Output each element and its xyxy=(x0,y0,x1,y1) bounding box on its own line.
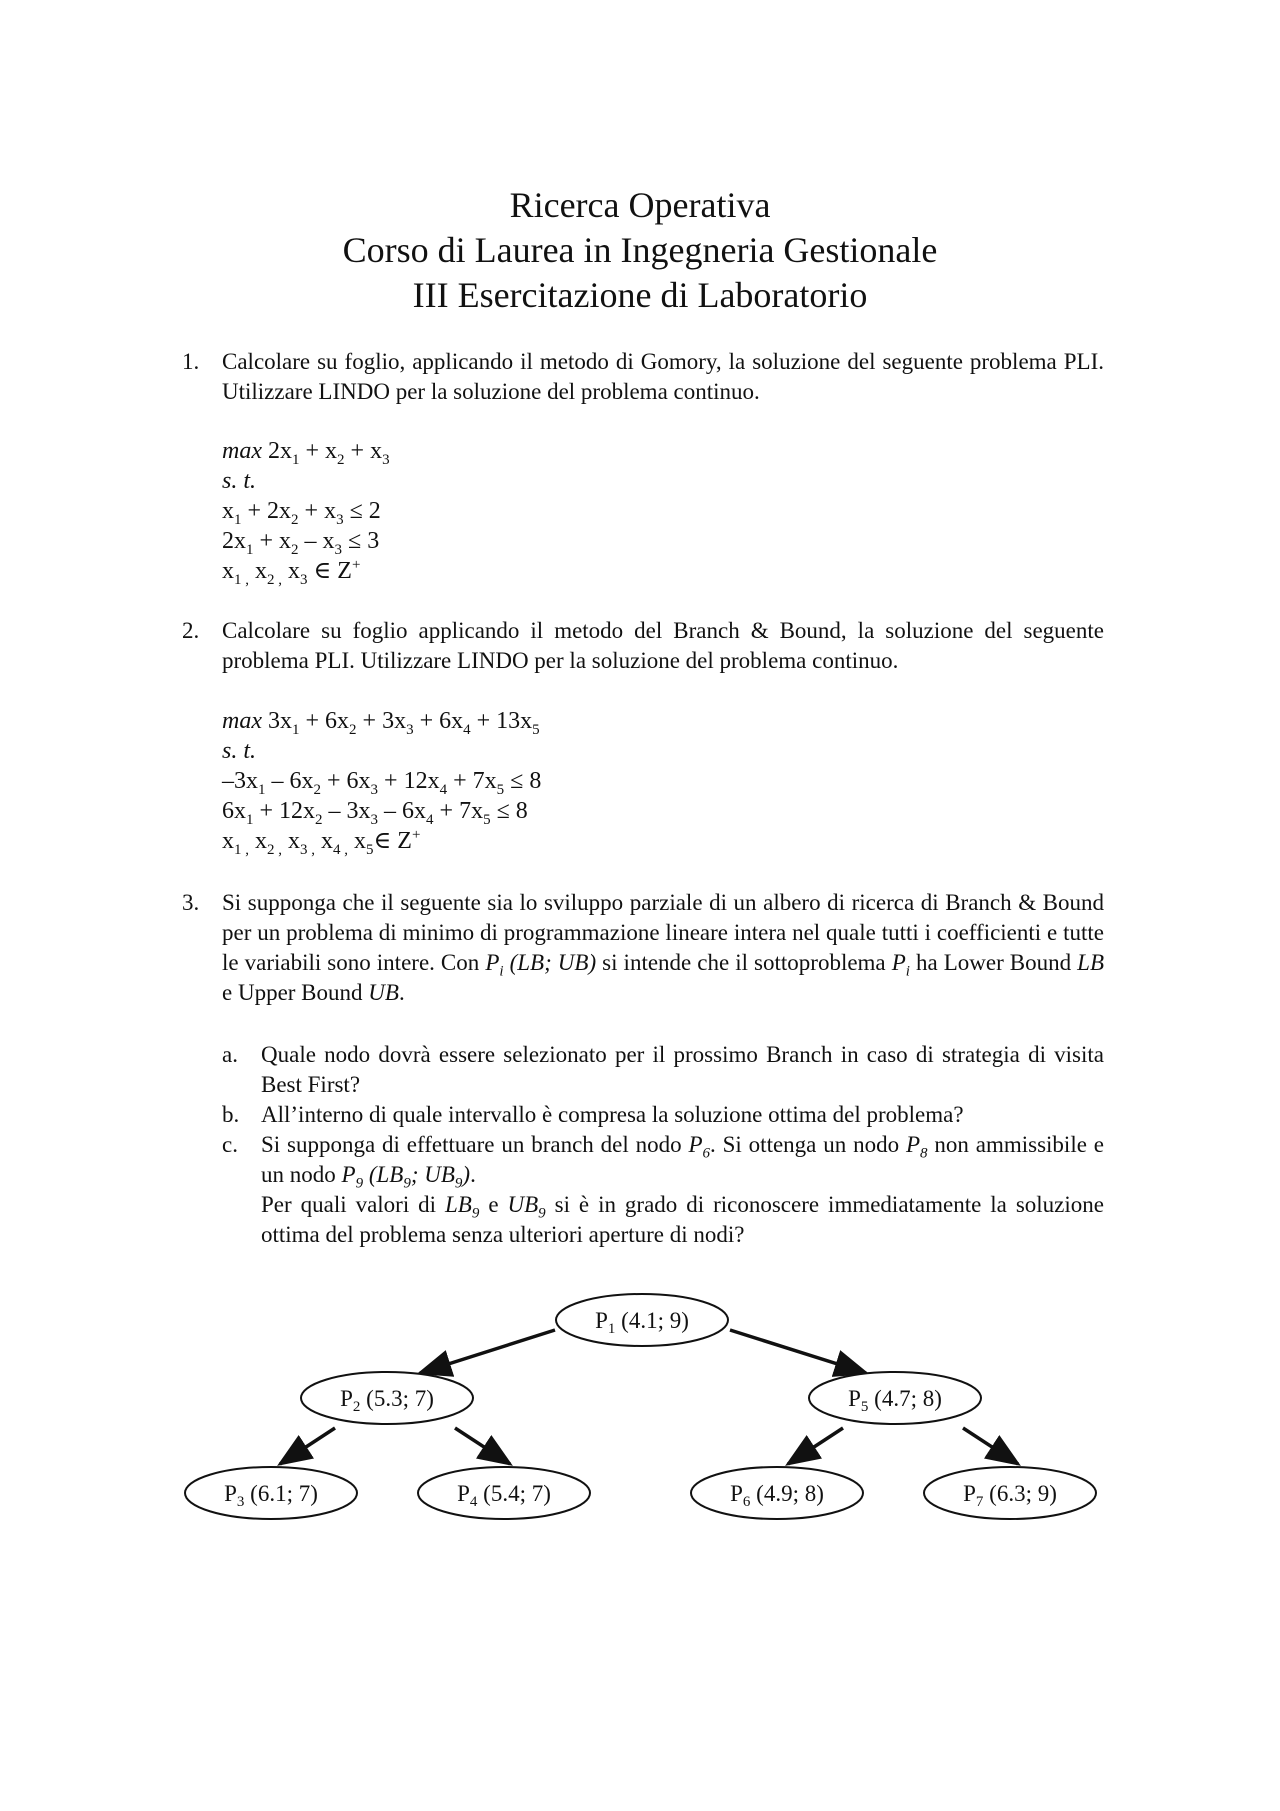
exercise-1-objective: $\max 2x_1 + x_2 + x_3$ xyxy=(222,438,390,468)
tree-node-p3 xyxy=(185,1467,357,1519)
question-a-text: Quale nodo dovrà essere selezionato per il prossimo Branch in caso di strategia di visita Best First? xyxy=(261,1042,1104,1097)
edge-p2-p3 xyxy=(280,1428,335,1464)
degree-title: Corso di Laurea in Ingegneria Gestionale xyxy=(342,230,938,270)
question-b-label: b. xyxy=(222,1102,240,1127)
edge-p5-p6 xyxy=(788,1428,843,1464)
svg-text:P3 (6.1; 7): $P_3$ (6.1; 7) xyxy=(224,1481,318,1510)
exercise-1-constraint-2: $2x_1 + x_2 - x_3 \le 3$ xyxy=(222,528,380,558)
exercise-2-constraint-2: $6x_1 + 12x_2 - 3x_3 - 6x_4 + 7x_5 \le 8$ xyxy=(222,798,528,828)
svg-text:P6 (4.9; 8): $P_6$ (4.9; 8) xyxy=(730,1481,824,1510)
exercise-1-st: s. t. xyxy=(222,468,257,494)
exercise-2-constraint-1: $-3x_1 - 6x_2 + 6x_3 + 12x_4 + 7x_5 \le 8$ xyxy=(222,768,542,798)
question-a-label: a. xyxy=(222,1042,238,1067)
exercise-1-constraint-1: $x_1 + 2x_2 + x_3 \le 2$ xyxy=(222,498,381,528)
lab-title: III Esercitazione di Laboratorio xyxy=(412,275,868,315)
exercise-3-number: 3. xyxy=(182,890,200,915)
exercise-2-st: s. t. xyxy=(222,738,257,764)
question-c-followup: Per quali valori di $LB_9$ e $UB_9$ si è in grado di riconoscere immediatamente la soluzione ottima del problema senza ulteriori aperture di nodi? xyxy=(261,1192,1104,1247)
tree-node-p5 xyxy=(809,1372,981,1424)
tree-node-p7 xyxy=(924,1467,1096,1519)
exercise-2-number: 2. xyxy=(182,618,200,643)
exercise-1-integrality: $x_{1 ,}$ $x_{2 ,}$ $x_3$ ∈ Z+ xyxy=(222,557,361,588)
branch-bound-tree xyxy=(0,1280,1280,1540)
exercise-3-text: Si supponga che il seguente sia lo sviluppo parziale di un albero di ricerca di Branch & Bound per un problema di minimo di programmazione lineare intera nel quale tutti i coefficienti e tutte le variabili sono intere. Con $P_i$ (LB; UB) si intende che il sottoproblema $P_i$ ha Lower Bound LB e Upper Bound UB. xyxy=(222,890,1104,1005)
exercise-1-number: 1. xyxy=(182,349,200,374)
document-title xyxy=(0,183,1280,318)
svg-text:P2 (5.3; 7): $P_2$ (5.3; 7) xyxy=(340,1386,434,1415)
svg-text:P7 (6.3; 9): $P_7$ (6.3; 9) xyxy=(963,1481,1057,1510)
question-b-text: All’interno di quale intervallo è compresa la soluzione ottima del problema? xyxy=(261,1102,964,1127)
exercise-1-text: Calcolare su foglio, applicando il metodo di Gomory, la soluzione del seguente problema PLI. Utilizzare LINDO per la soluzione del problema continuo. xyxy=(222,349,1104,404)
tree-node-p1 xyxy=(556,1294,728,1346)
tree-node-p6 xyxy=(691,1467,863,1519)
question-c-label: c. xyxy=(222,1132,238,1157)
exercise-2-text: Calcolare su foglio applicando il metodo del Branch & Bound, la soluzione del seguente problema PLI. Utilizzare LINDO per la soluzione del problema continuo. xyxy=(222,618,1104,673)
svg-text:P1 (4.1; 9): $P_1$ (4.1; 9) xyxy=(595,1308,689,1337)
tree-node-p4 xyxy=(418,1467,590,1519)
course-title: Ricerca Operativa xyxy=(509,185,771,225)
edge-p5-p7 xyxy=(963,1428,1018,1464)
question-c-text: Si supponga di effettuare un branch del nodo $P_6$. Si ottenga un nodo $P_8$ non ammissibile e un nodo $P_9$ ($LB_9$; $UB_9$). xyxy=(261,1132,1104,1192)
tree-node-p2 xyxy=(301,1372,473,1424)
svg-text:P5 (4.7; 8): $P_5$ (4.7; 8) xyxy=(848,1386,942,1415)
edge-p1-p2 xyxy=(420,1330,555,1373)
exercise-2-objective: $\max 3x_1 + 6x_2 + 3x_3 + 6x_4 + 13x_5$ xyxy=(222,708,540,738)
svg-text:P4 (5.4; 7): $P_4$ (5.4; 7) xyxy=(457,1481,551,1510)
edge-p2-p4 xyxy=(455,1428,510,1464)
exercise-2-integrality: $x_{1 ,}$ $x_{2 ,}$ $x_{3 ,}$ $x_{4 ,}$ $x_5\in$ Z+ xyxy=(222,827,421,858)
edge-p1-p5 xyxy=(730,1330,866,1373)
